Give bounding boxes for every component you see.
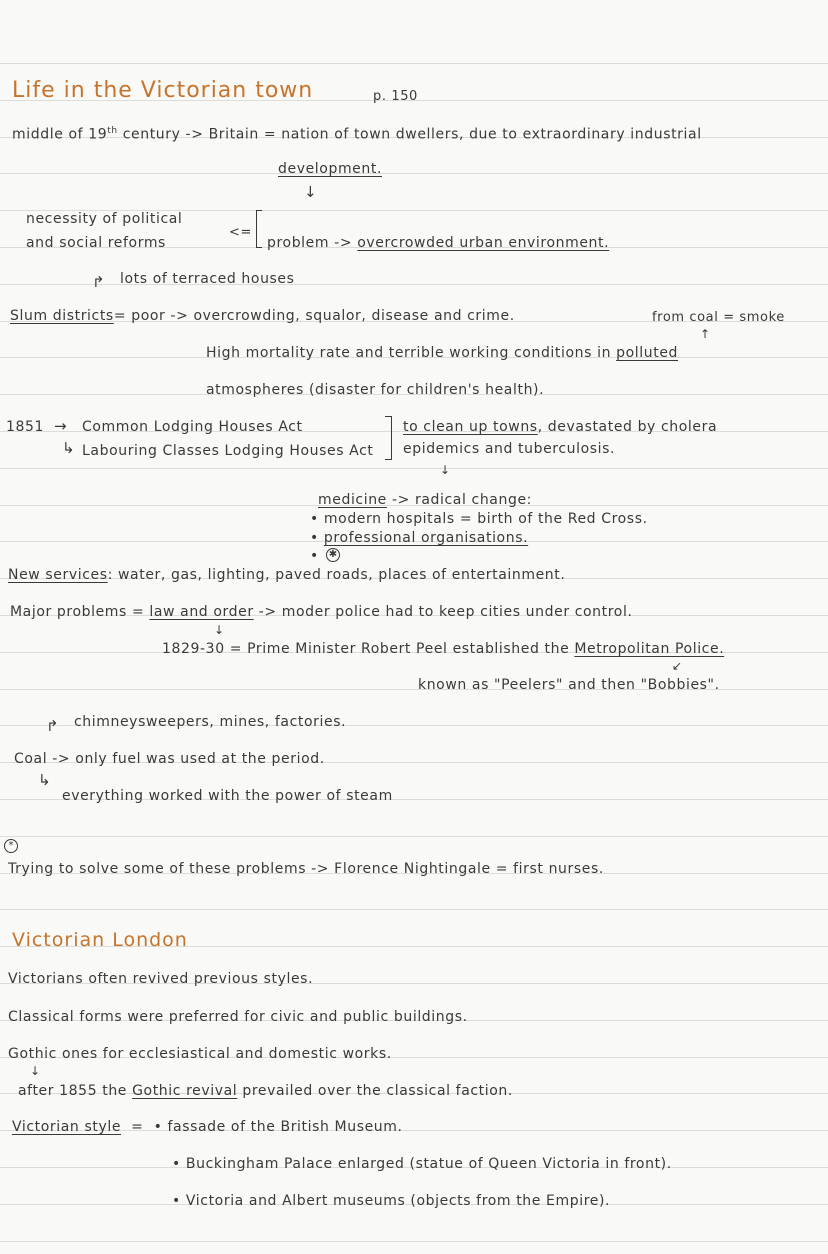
terraced-houses: lots of terraced houses <box>120 271 295 287</box>
ruled-line <box>0 909 828 910</box>
nightingale-line: Trying to solve some of these problems -> Florence Nightingale = first nurses. <box>8 861 604 877</box>
intro-line <box>12 122 702 144</box>
peel-line <box>162 640 724 658</box>
act-2: Labouring Classes Lodging Houses Act <box>82 443 374 459</box>
up-arrow-icon: ↑ <box>700 327 711 341</box>
mortality-line <box>206 344 678 362</box>
ruled-line <box>0 63 828 64</box>
services-label: New services <box>8 567 108 583</box>
coal-smoke: from coal = smoke <box>652 310 785 325</box>
ruled-line <box>0 468 828 469</box>
bracket-right <box>385 416 392 460</box>
victorian-style-label: Victorian style <box>12 1119 122 1135</box>
medicine-line <box>318 491 532 509</box>
acts-year: 1851 <box>6 419 45 435</box>
turn-arrow-icon-2: ↱ <box>46 717 59 735</box>
ruled-line <box>0 1241 828 1242</box>
right-arrow-icon: → <box>54 417 67 435</box>
coal-top: chimneysweepers, mines, factories. <box>74 714 347 730</box>
reforms-line2: and social reforms <box>26 235 166 251</box>
peel-text: 1829-30 = Prime Minister Robert Peel established the <box>162 641 570 657</box>
problem-label: problem -> <box>267 235 353 251</box>
down-arrow-icon: ↓ <box>304 183 317 201</box>
bullet-3-text: Victoria and Albert museums (objects from the Empire). <box>185 1193 611 1209</box>
major-label: Major problems <box>10 604 127 620</box>
mortality-text: High mortality rate and terrible working conditions in <box>206 345 612 361</box>
section-title-london: Victorian London <box>12 929 188 951</box>
medicine-rest: -> radical change: <box>391 492 532 508</box>
medicine-label: medicine <box>318 492 387 508</box>
cleanup-line2: epidemics and tuberculosis. <box>403 441 616 457</box>
intro-after: century -> Britain = nation of town dwellers, due to extraordinary industrial <box>117 126 702 143</box>
gothic-revival: Gothic revival <box>132 1083 238 1099</box>
footnote-asterisk-icon <box>4 839 18 853</box>
cleanup-line1 <box>403 418 717 436</box>
peelers-line: known as "Peelers" and then "Bobbies". <box>418 677 720 693</box>
down-arrow-icon-3: ↓ <box>214 623 225 637</box>
medicine-item-2-text: professional organisations. <box>323 530 529 546</box>
polluted-word: polluted <box>616 345 679 361</box>
bullet-3: • Victoria and Albert museums (objects from the Empire). <box>172 1193 611 1209</box>
problem-line <box>267 234 609 252</box>
coal-mid: Coal -> only fuel was used at the period. <box>14 751 325 767</box>
medicine-item-1: • modern hospitals = birth of the Red Cross. <box>310 511 648 527</box>
major-rest: -> moder police had to keep cities under control. <box>258 604 633 620</box>
london-line-4 <box>18 1082 513 1100</box>
footnote-star-text: * <box>8 840 14 851</box>
major-eq: = <box>126 604 150 620</box>
intro-sup: th <box>107 126 118 136</box>
metropolitan-police: Metropolitan Police. <box>574 641 725 657</box>
ruled-line <box>0 173 828 174</box>
asterisk-icon: ✱ <box>326 548 340 562</box>
major-line <box>10 603 633 621</box>
page-reference: p. 150 <box>373 89 418 104</box>
medicine-item-1-text: modern hospitals = birth of the Red Cross. <box>323 511 648 527</box>
london-line-1: Victorians often revived previous styles. <box>8 971 314 987</box>
down-arrow-icon-4: ↙ <box>672 659 683 673</box>
london-line-4-b: prevailed over the classical faction. <box>242 1083 513 1099</box>
intro-before: middle of 19 <box>12 126 108 143</box>
act-1: Common Lodging Houses Act <box>82 419 303 435</box>
law-order: law and order <box>149 604 254 620</box>
turn-arrow-icon: ↱ <box>92 273 105 291</box>
hook-arrow-icon: ↳ <box>62 439 75 457</box>
atmospheres-line: atmospheres (disaster for children's health). <box>206 382 545 398</box>
page-title: Life in the Victorian town <box>12 78 314 103</box>
london-line-2: Classical forms were preferred for civic and public buildings. <box>8 1009 468 1025</box>
slum-eq: = poor -> overcrowding, squalor, disease and crime. <box>113 308 515 324</box>
down-arrow-icon-2: ↓ <box>440 463 451 477</box>
services-line <box>8 566 565 584</box>
london-line-3: Gothic ones for ecclesiastical and domestic works. <box>8 1046 392 1062</box>
medicine-item-2: • professional organisations. <box>310 530 529 546</box>
bullet-2: • Buckingham Palace enlarged (statue of Queen Victoria in front). <box>172 1156 672 1172</box>
services-rest: : water, gas, lighting, paved roads, places of entertainment. <box>107 567 566 583</box>
coal-bottom: everything worked with the power of steam <box>62 788 393 804</box>
down-arrow-icon-5: ↓ <box>30 1064 41 1078</box>
medicine-item-3: • <box>310 548 319 564</box>
slum-line <box>10 307 515 325</box>
cleanup-underlined: to clean up towns <box>403 419 538 435</box>
bullet-2-text: Buckingham Palace enlarged (statue of Queen Victoria in front). <box>185 1156 672 1172</box>
reforms-arrow: <= <box>229 225 252 240</box>
style-eq: = <box>131 1119 144 1135</box>
ruled-line <box>0 836 828 837</box>
reforms-line1: necessity of political <box>26 211 183 227</box>
cleanup-rest: , devastated by cholera <box>537 419 718 435</box>
development-word: development. <box>278 161 383 177</box>
problem-value: overcrowded urban environment. <box>357 235 610 251</box>
slum-label: Slum districts <box>10 308 114 324</box>
london-line-4-a: after 1855 the <box>18 1083 128 1099</box>
bracket-left <box>256 210 262 248</box>
bullet-1-text: fassade of the British Museum. <box>167 1119 403 1135</box>
hook-arrow-icon-2: ↳ <box>38 771 51 789</box>
style-line: Victorian style = • fassade of the British Museum. <box>12 1119 403 1135</box>
